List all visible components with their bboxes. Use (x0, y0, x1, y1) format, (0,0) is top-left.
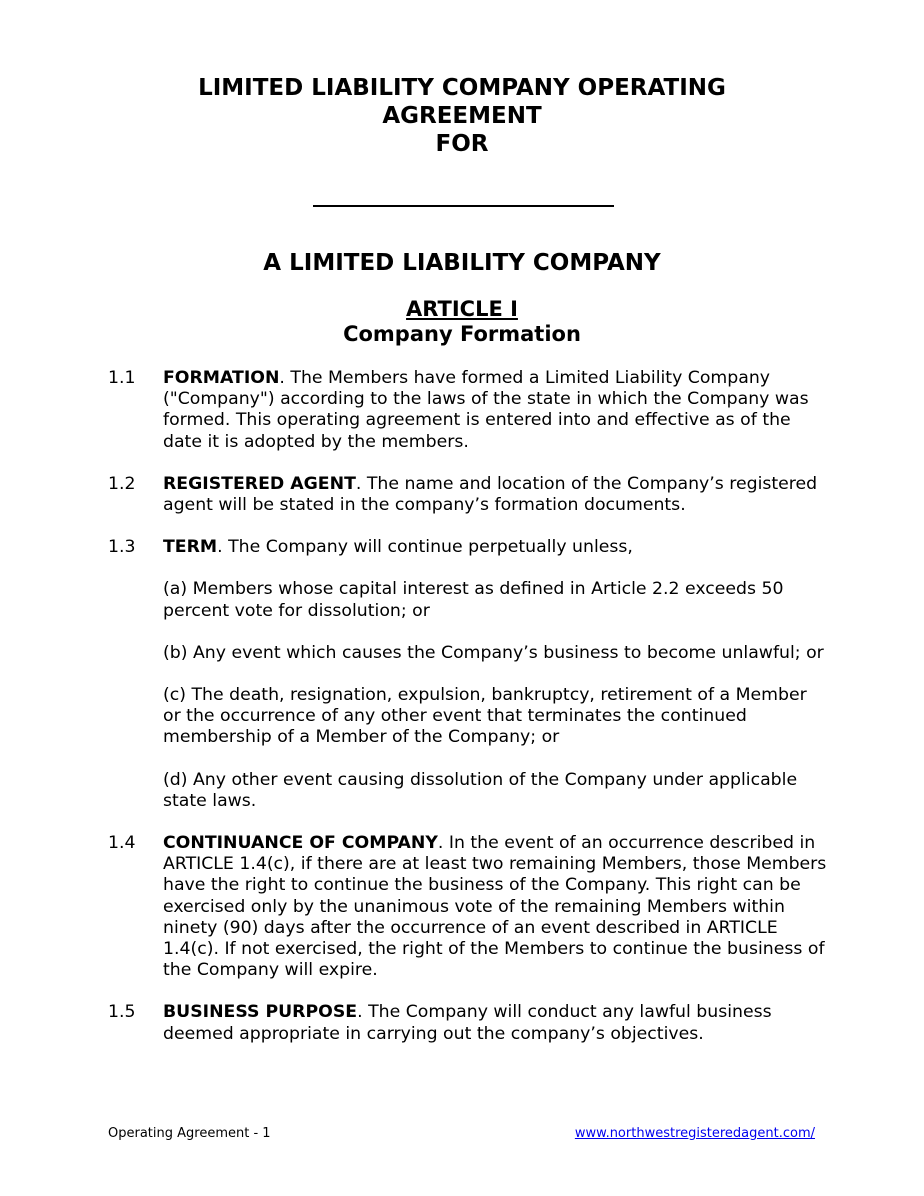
section-1-3 (108, 537, 828, 812)
section-heading: BUSINESS PURPOSE (163, 1002, 358, 1023)
title-line-3: FOR (435, 131, 489, 157)
article-name: Company Formation (343, 322, 581, 346)
section-text: . The Company will conduct any lawful business deemed appropriate in carrying out the company’s objectives. (163, 1002, 772, 1044)
section-heading: FORMATION (163, 368, 280, 388)
section-number: 1.2 (108, 473, 136, 494)
document-subtitle: A LIMITED LIABILITY COMPANY (263, 250, 661, 276)
term-clause-c: (c) The death, resignation, expulsion, bankruptcy, retirement of a Member or the occurrence of any other event that terminates the continued membership of a Member of the Company; or (163, 685, 807, 748)
section-heading: TERM (163, 537, 218, 558)
section-text: . The Members have formed a Limited Liability Company ("Company") according to the laws of the state in which the Company was formed. This operating agreement is entered into and effective as of the date it is adopted by the members. (163, 368, 809, 452)
article-number: ARTICLE I (406, 297, 518, 321)
section-heading: CONTINUANCE OF COMPANY (163, 833, 438, 854)
footer-page-label: Operating Agreement - 1 (108, 1126, 271, 1141)
document-title (0, 74, 924, 158)
section-number: 1.5 (108, 1002, 136, 1023)
section-text: . In the event of an occurrence described in ARTICLE 1.4(c), if there are at least two remaining Members, those Members have the right to continue the business of the Company. This right can be exercised only by the unanimous vote of the remaining Members within ninety (90) days after the occurrence of an event described in ARTICLE 1.4(c). If not exercised, the right of the Members to continue the business of the Company will expire. (163, 833, 827, 981)
section-text: . The Company will continue perpetually unless, (217, 537, 633, 558)
company-name-blank-line (313, 205, 614, 207)
section-1-5 (108, 1002, 828, 1044)
term-clause-b: (b) Any event which causes the Company’s business to become unlawful; or (163, 642, 824, 663)
term-clause-a: (a) Members whose capital interest as defined in Article 2.2 exceeds 50 percent vote for dissolution; or (163, 579, 784, 621)
page-footer (108, 1126, 815, 1142)
title-line-2: AGREEMENT (382, 103, 542, 129)
section-1-2 (108, 474, 828, 516)
footer-website-link[interactable]: www.northwestregisteredagent.com/ (574, 1126, 815, 1141)
section-number: 1.4 (108, 833, 136, 854)
section-1-4 (108, 833, 828, 981)
term-clause-d: (d) Any other event causing dissolution of the Company under applicable state laws. (163, 769, 798, 811)
section-text: . The name and location of the Company’s registered agent will be stated in the company’s formation documents. (163, 473, 818, 516)
section-1-1 (108, 368, 828, 453)
section-number: 1.1 (108, 368, 136, 388)
section-heading: REGISTERED AGENT (163, 473, 356, 494)
title-line-1: LIMITED LIABILITY COMPANY OPERATING (198, 75, 726, 101)
article-body (108, 368, 828, 1066)
article-heading (0, 297, 924, 347)
section-number: 1.3 (108, 537, 136, 558)
